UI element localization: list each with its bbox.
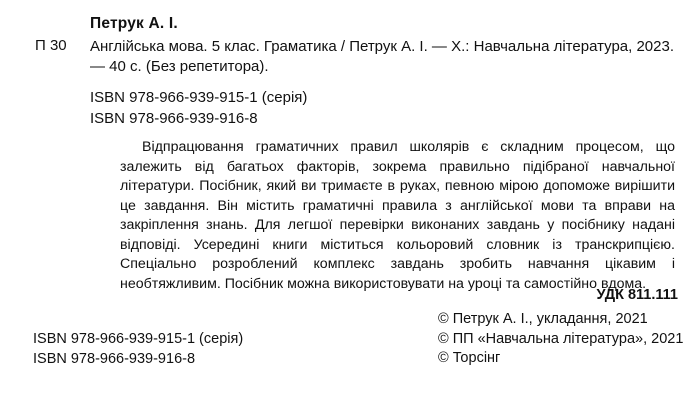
copyright-block [438, 310, 683, 369]
isbn-book: ISBN 978-966-939-916-8 [90, 110, 258, 127]
library-index-code: П 30 [35, 37, 67, 54]
copyright-author: © Петрук А. І., укладання, 2021 [438, 311, 648, 327]
bibliographic-description: Англійська мова. 5 клас. Граматика / Петрук А. І. — Х.: Навчальна література, 2023. — 40 с. (Без репетитора). [90, 38, 675, 75]
isbn-series: ISBN 978-966-939-915-1 (серія) [90, 89, 308, 106]
isbn-block-top [90, 87, 307, 129]
udc-code: УДК 811.111 [596, 287, 678, 303]
isbn-book: ISBN 978-966-939-916-8 [33, 351, 196, 367]
isbn-series: ISBN 978-966-939-915-1 (серія) [33, 331, 244, 347]
annotation [120, 138, 675, 294]
isbn-block-bottom [33, 329, 243, 369]
copyright-publisher: © ПП «Навчальна література», 2021 [438, 330, 684, 347]
copyright-torsing: © Торсінг [438, 350, 501, 366]
annotation-text: Відпрацювання граматичних правил школярів є складним процесом, що залежить від багатьох факторів, зокрема правильно підібраної навчальної літератури. Посібник, який ви тримаєте в руках, певною мірою допоможе вирішити це завдання. Він містить граматичні правила з англійської мови та вправи на закріплення знань. Для легшої перевірки виконаних завдань у посібнику надані відповіді. Усередині книги міститься кольоровий словник із транскрипцією. Спеціально розроблений комплекс завдань зробить навчання цікавим і необтяжливим. Посібник можна використовувати на уроці та самостійно вдома. [120, 139, 675, 292]
author-name: Петрук А. І. [90, 15, 178, 32]
